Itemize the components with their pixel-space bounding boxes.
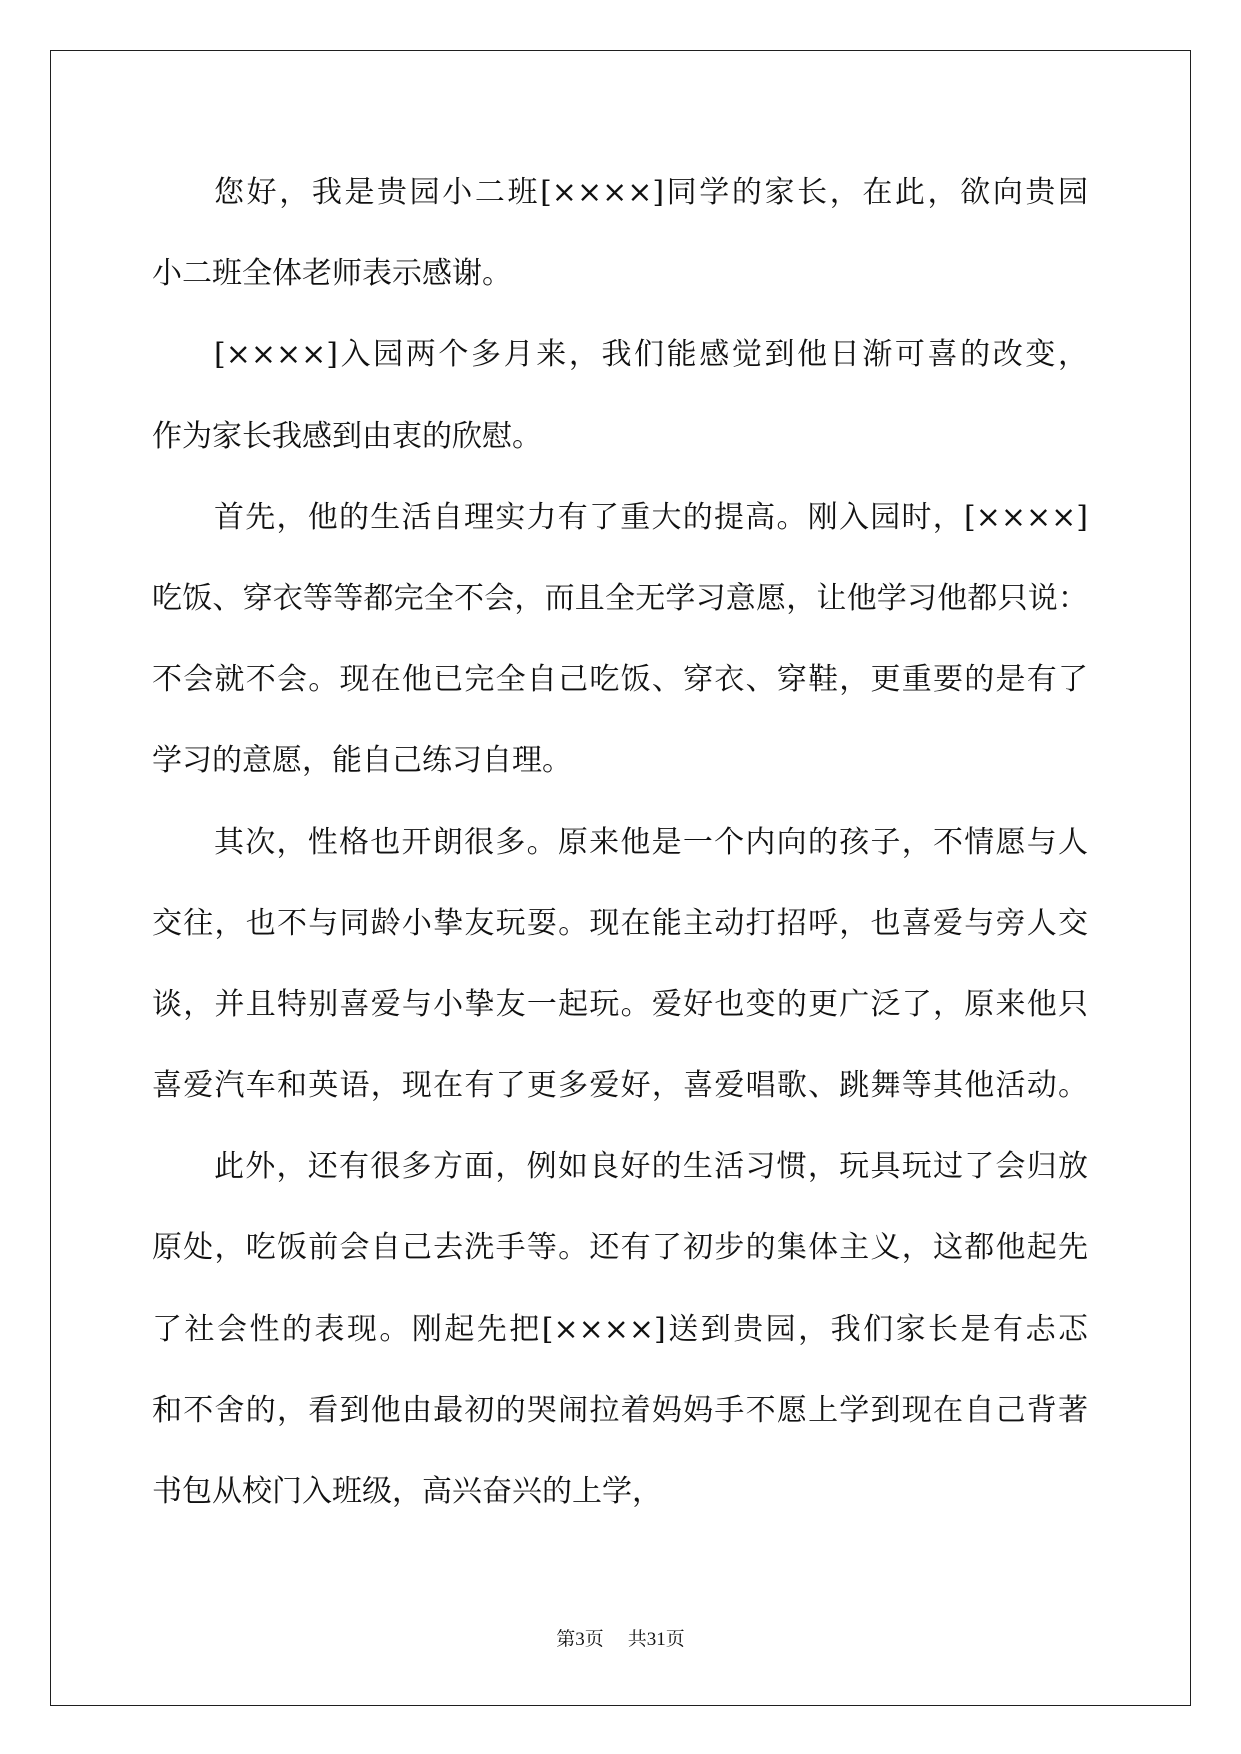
text-line: 此外，还有很多方面，例如良好的生活习惯，玩具玩过了会归放 xyxy=(214,1149,1088,1185)
text-line: 学习的意愿，能自己练习自理。 xyxy=(152,743,572,779)
text-line: 书包从校门入班级，高兴奋兴的上学， xyxy=(152,1474,662,1509)
text-line: 首先，他的生活自理实力有了重大的提高。刚入园时，[××××] xyxy=(214,499,1088,535)
text-line: 交往，也不与同龄小挚友玩耍。现在能主动打招呼，也喜爱与旁人交 xyxy=(152,905,1088,941)
paragraph xyxy=(152,477,1088,802)
paragraph xyxy=(152,1126,1088,1532)
text-line: 不会就不会。现在他已完全自己吃饭、穿衣、穿鞋，更重要的是有了 xyxy=(152,662,1088,698)
text-line: 您好，我是贵园小二班[××××]同学的家长，在此，欲向贵园 xyxy=(214,175,1088,210)
text-line: 了社会性的表现。刚起先把[××××]送到贵园，我们家长是有忐忑 xyxy=(152,1311,1088,1347)
text-line: 其次，性格也开朗很多。原来他是一个内向的孩子，不情愿与人 xyxy=(214,824,1088,860)
paragraph xyxy=(152,152,1088,314)
letter-body xyxy=(152,152,1088,1532)
page-footer xyxy=(0,1627,1241,1653)
paragraph xyxy=(152,314,1088,476)
text-line: 喜爱汽车和英语，现在有了更多爱好，喜爱唱歌、跳舞等其他活动。 xyxy=(152,1068,1088,1104)
text-line: 谈，并且特别喜爱与小挚友一起玩。爱好也变的更广泛了，原来他只 xyxy=(152,986,1088,1022)
text-line: [××××]入园两个多月来，我们能感觉到他日渐可喜的改变， xyxy=(214,337,1088,373)
text-line: 作为家长我感到由衷的欣慰。 xyxy=(152,418,542,454)
text-line: 吃饭、穿衣等等都完全不会，而且全无学习意愿，让他学习他都只说： xyxy=(152,580,1088,616)
text-line: 原处，吃饭前会自己去洗手等。还有了初步的集体主义，这都他起先 xyxy=(152,1230,1088,1266)
current-page-number: 第3页 xyxy=(556,1629,604,1650)
text-line: 和不舍的，看到他由最初的哭闹拉着妈妈手不愿上学到现在自己背著 xyxy=(152,1392,1088,1428)
text-line: 小二班全体老师表示感谢。 xyxy=(152,256,512,292)
paragraph xyxy=(152,802,1088,1127)
total-page-count: 共31页 xyxy=(627,1629,685,1650)
